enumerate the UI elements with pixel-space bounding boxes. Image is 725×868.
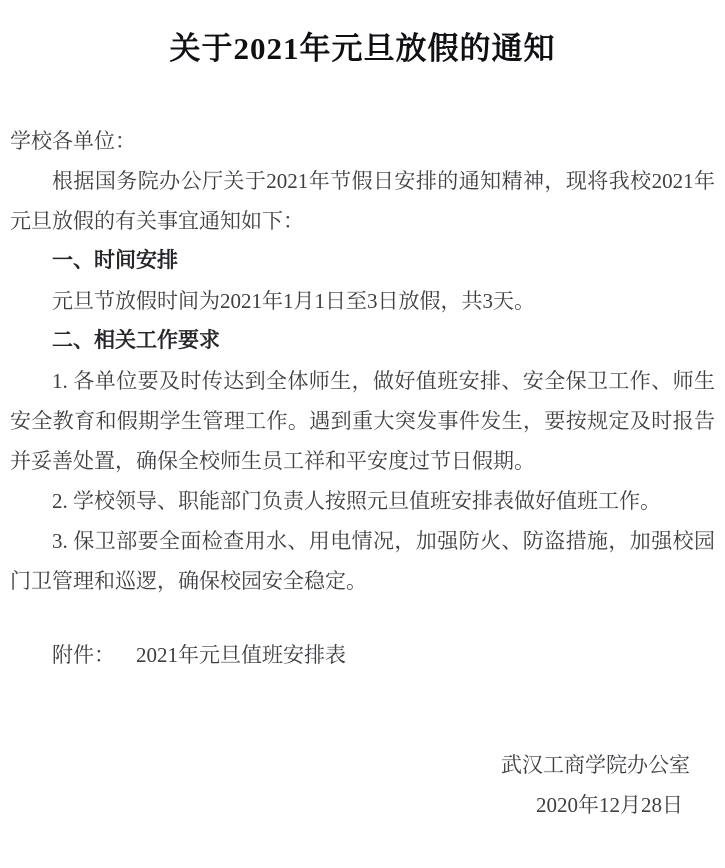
attachment-title: 2021年元旦值班安排表 [136,643,346,667]
notice-document-page [0,26,725,868]
section-2-item-3: 3. 保卫部要全面检查用水、用电情况，加强防火、防盗措施，加强校园门卫管理和巡逻，确保校园安全稳定。 [10,529,715,593]
document-title: 关于2021年元旦放假的通知 [169,31,556,66]
section-1-paragraph: 元旦节放假时间为2021年1月1日至3日放假，共3天。 [52,289,535,313]
section-2-heading: 二、相关工作要求 [52,329,220,352]
intro-paragraph: 根据国务院办公厅关于2021年节假日安排的通知精神，现将我校2021年元旦放假的有关事宜通知如下： [10,169,715,233]
signature-date: 2020年12月28日 [536,793,683,817]
attachment-label: 附件： [52,643,115,667]
salutation-line: 学校各单位： [10,129,136,153]
section-1-heading: 一、时间安排 [52,249,178,272]
section-2-item-1: 1. 各单位要及时传达到全体师生，做好值班安排、安全保卫工作、师生安全教育和假期学生管理工作。遇到重大突发事件发生，要按规定及时报告并妥善处置，确保全校师生员工祥和平安度过节日假期。 [10,369,715,473]
section-2-item-2: 2. 学校领导、职能部门负责人按照元旦值班安排表做好值班工作。 [52,489,661,513]
attachment-line [10,635,715,675]
signature-organization: 武汉工商学院办公室 [501,753,690,777]
